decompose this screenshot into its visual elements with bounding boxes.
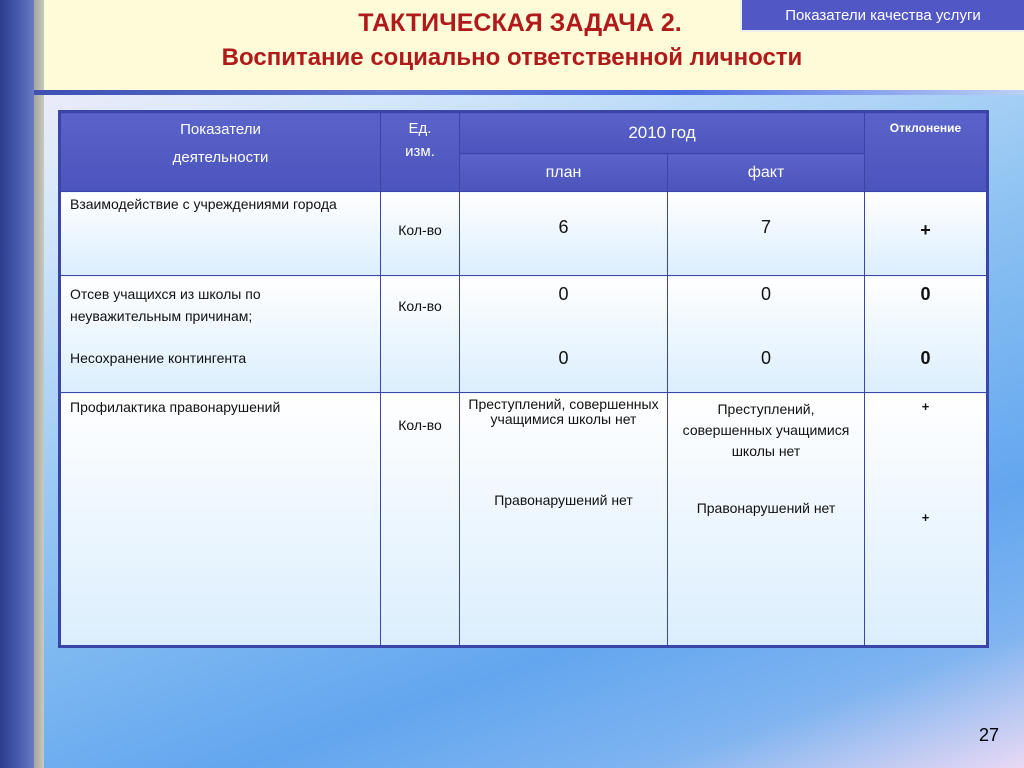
header-indicators-line1: Показатели <box>180 121 261 138</box>
row-plan <box>460 276 668 393</box>
header-units-line2: изм. <box>405 143 435 160</box>
header-units-line1: Ед. <box>408 120 432 137</box>
row-name-part1: Отсев учащихся из школы по неуважительным причинам; <box>70 286 261 324</box>
header-year: 2010 год <box>460 112 865 154</box>
table-row <box>60 393 988 647</box>
row-fact-text2: Правонарушений нет <box>696 500 836 516</box>
left-decor-bar <box>0 0 34 768</box>
indicators-table <box>58 110 989 648</box>
row-name-part2: Несохранение контингента <box>70 350 247 366</box>
row-deviation: + <box>865 192 988 276</box>
row-unit: Кол-во <box>381 393 460 647</box>
row-fact: 7 <box>668 192 865 276</box>
row-deviation-value2: 0 <box>920 348 931 368</box>
section-badge: Показатели качества услуги <box>740 0 1024 32</box>
row-unit: Кол-во <box>381 192 460 276</box>
table-row <box>60 192 988 276</box>
row-plan-text1: Преступлений, совершенных учащимися школы нет <box>468 396 659 427</box>
row-name: Взаимодействие с учреждениями города <box>60 192 381 276</box>
row-plan <box>460 393 668 647</box>
row-unit: Кол-во <box>381 276 460 393</box>
row-name <box>60 276 381 393</box>
table-row <box>60 276 988 393</box>
row-deviation-value2: + <box>921 510 930 525</box>
row-fact-value1: 0 <box>760 284 771 304</box>
row-name: Профилактика правонарушений <box>60 393 381 647</box>
header-indicators <box>60 112 381 192</box>
row-deviation-value1: + <box>921 399 930 414</box>
row-plan: 6 <box>460 192 668 276</box>
row-fact-value2: 0 <box>760 348 771 368</box>
header-deviation: Отклонение <box>865 112 988 192</box>
page-number: 27 <box>978 725 999 745</box>
header-plan: план <box>460 154 668 192</box>
row-fact <box>668 276 865 393</box>
row-deviation-value1: 0 <box>920 284 931 304</box>
row-deviation <box>865 393 988 647</box>
row-plan-text2: Правонарушений нет <box>494 492 633 508</box>
header-divider <box>34 90 1024 95</box>
slide-title: ТАКТИЧЕСКАЯ ЗАДАЧА 2. <box>358 9 682 37</box>
row-plan-value2: 0 <box>558 348 569 368</box>
header-fact: факт <box>668 154 865 192</box>
row-plan-value1: 0 <box>558 284 569 304</box>
row-deviation <box>865 276 988 393</box>
left-decor-strip <box>34 0 44 768</box>
header-indicators-line2: деятельности <box>172 149 269 166</box>
row-fact <box>668 393 865 647</box>
header-units <box>381 112 460 192</box>
row-fact-text1: Преступлений, совершенных учащимися школы нет <box>682 401 850 459</box>
slide-subtitle: Воспитание социально ответственной личности <box>221 44 803 71</box>
